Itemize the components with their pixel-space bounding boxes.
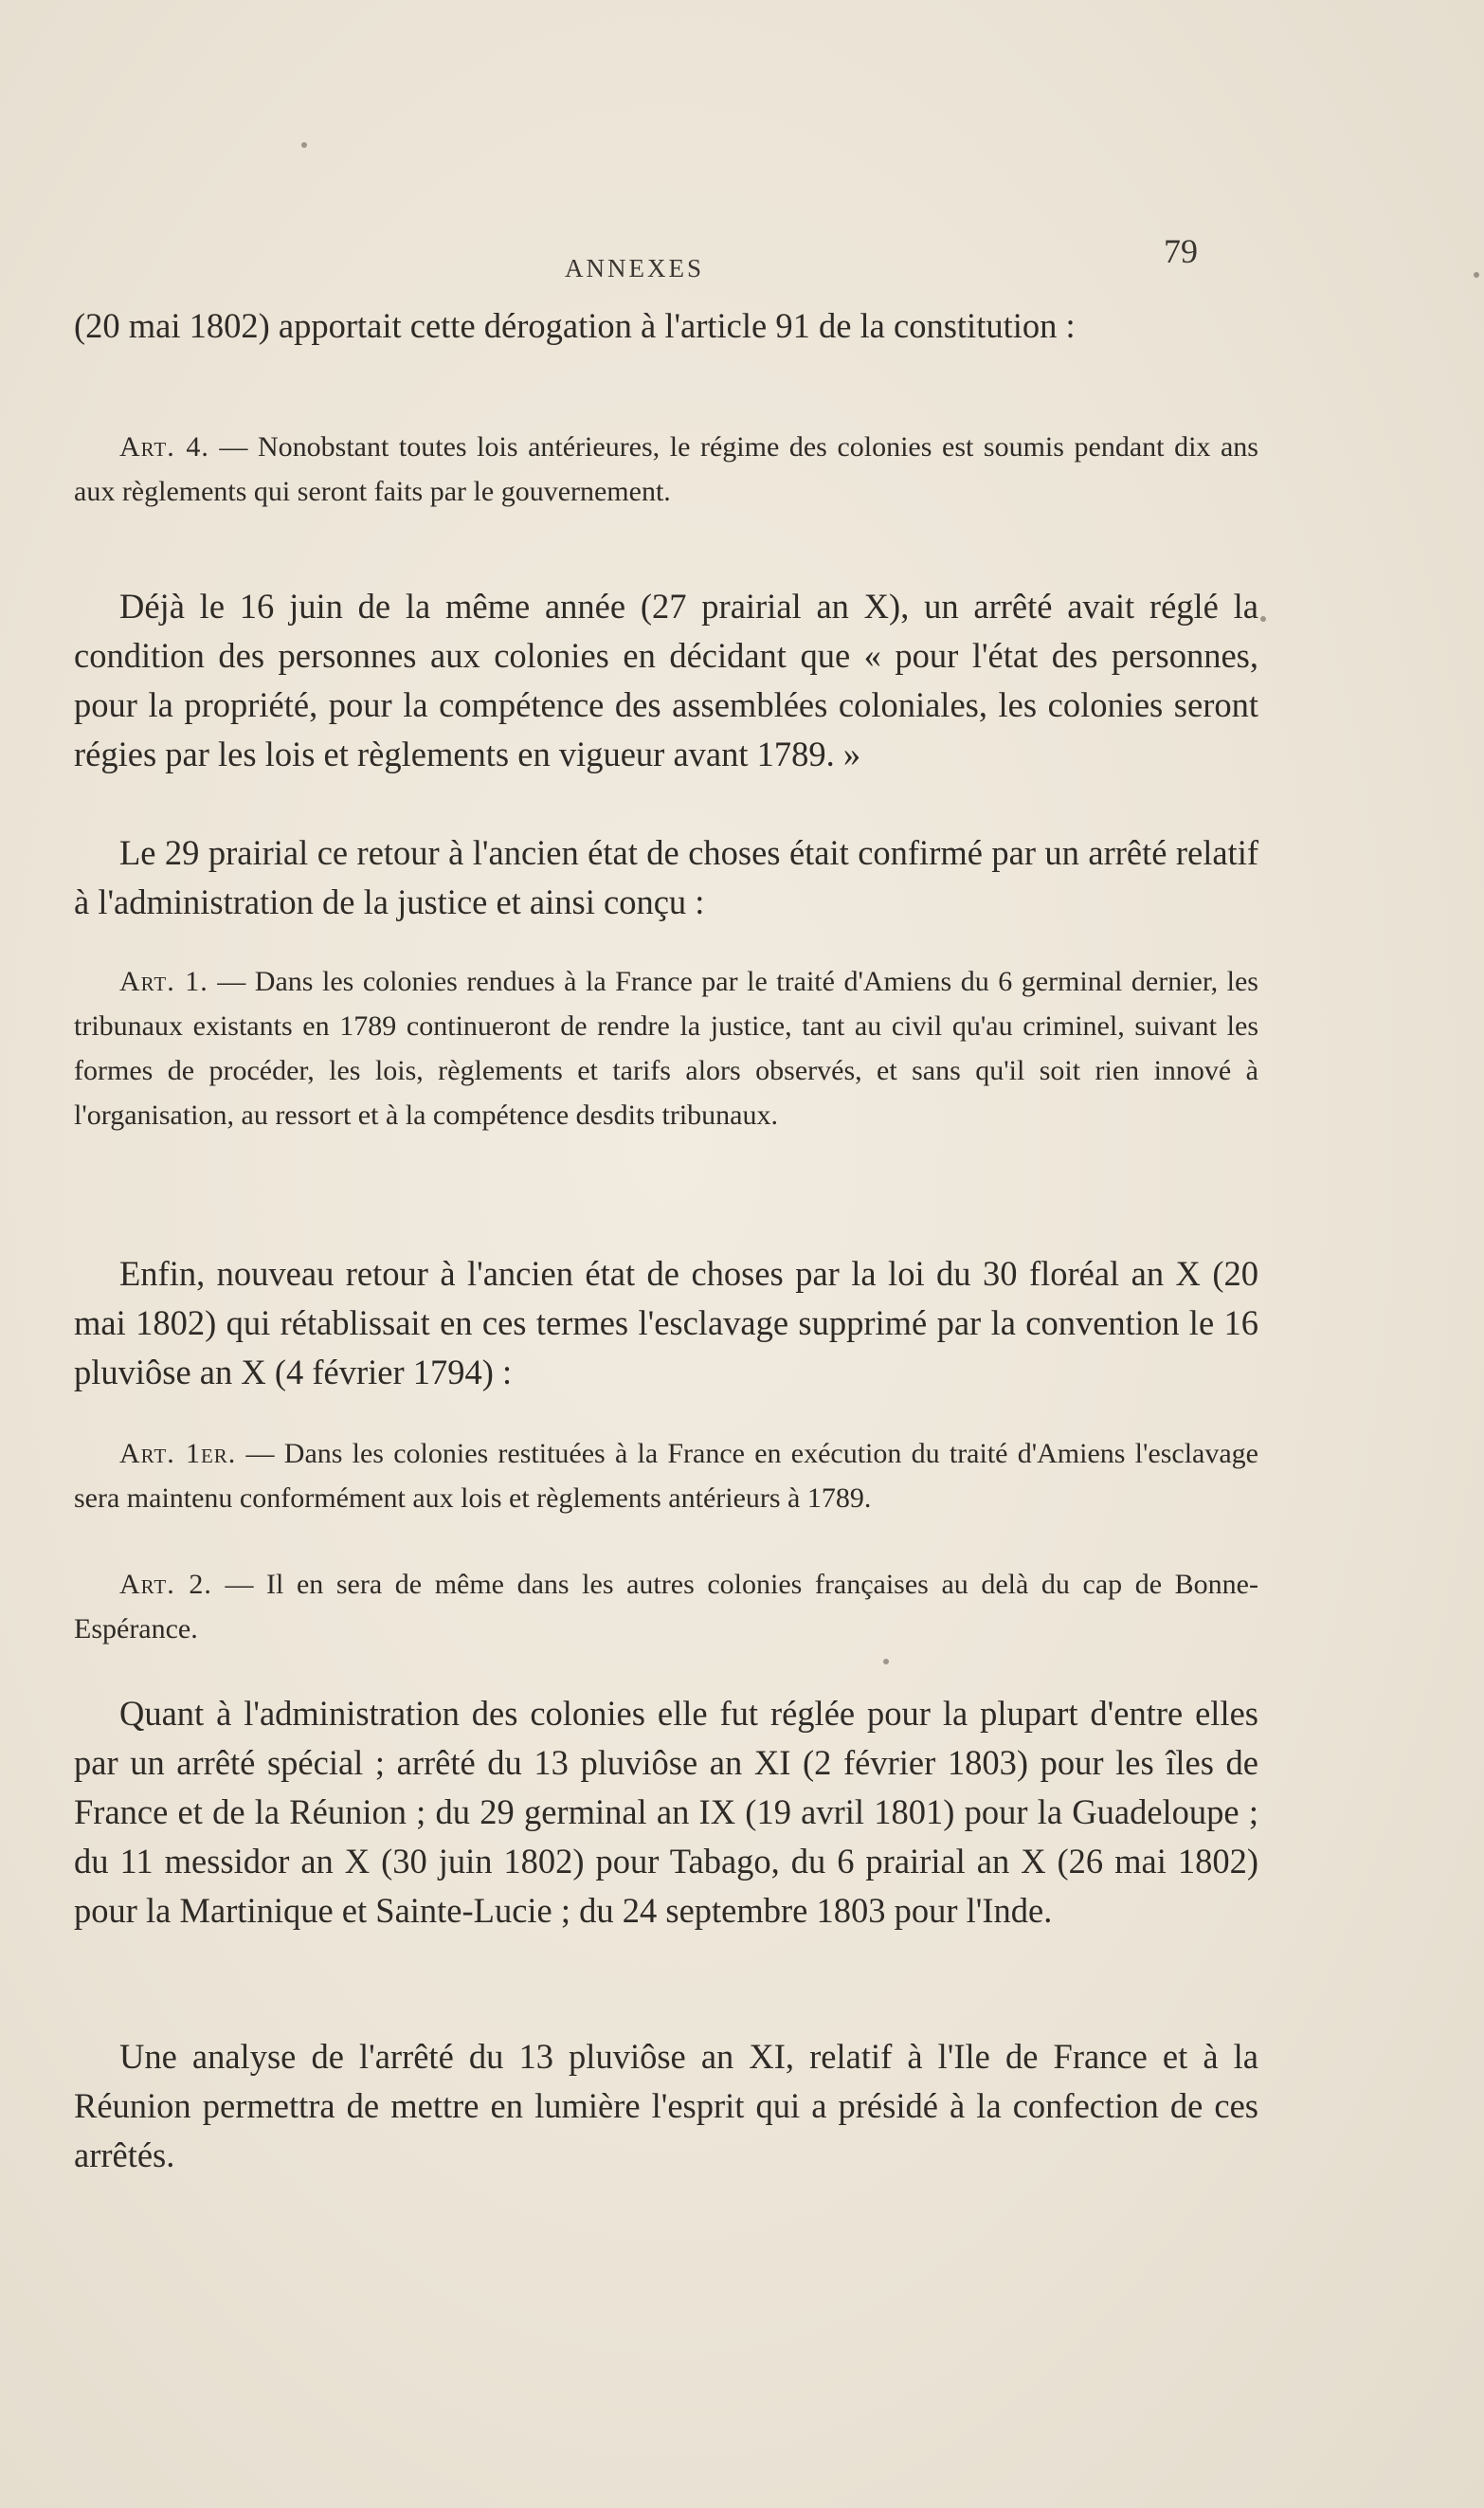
paper-speck <box>1260 616 1266 622</box>
paragraph-3: Le 29 prairial ce retour à l'ancien état de choses était confirmé par un arrêté relatif à l'administration de la justice et ainsi conçu : <box>74 833 1258 921</box>
quote-art-1 <box>74 959 1258 1137</box>
page-number: 79 <box>1164 232 1198 270</box>
quote-art-4 <box>74 425 1258 514</box>
quote-art-1-label: Art. 1. <box>119 966 208 997</box>
quote-art-2 <box>74 1562 1258 1651</box>
paragraph-2: Déjà le 16 juin de la même année (27 prairial an X), un arrêté avait réglé la condition des personnes aux colonies en décidant que « pour l'état des personnes, pour la propriété, pour la compétence des assemblées coloniales, les colonies seront régies par les lois et règlements en vigueur avant 1789. » <box>74 587 1258 773</box>
paragraph-1: (20 mai 1802) apportait cette dérogation à l'article 91 de la constitution : <box>74 306 1076 345</box>
quote-art-1er-label: Art. 1er. <box>119 1438 237 1469</box>
running-header: ANNEXES <box>565 254 704 282</box>
quote-art-1er <box>74 1431 1258 1520</box>
paper-speck <box>1474 272 1479 278</box>
quote-art-1-text: — Dans les colonies rendues à la France par le traité d'Amiens du 6 germinal dernier, les tribunaux existants en 1789 continueront de rendre la justice, tant au civil qu'au criminel, suivant les formes de procéder, les lois, règlements et tarifs alors observés, et sans qu'il soit rien innové à l'organisation, au ressort et à la compétence desdits tribunaux. <box>74 966 1258 1131</box>
paragraph-5: Quant à l'administration des colonies elle fut réglée pour la plupart d'entre elles par un arrêté spécial ; arrêté du 13 pluviôse an XI (2 février 1803) pour les îles de France et de la Réunion ; du 29 germinal an IX (19 avril 1801) pour la Guadeloupe ; du 11 messidor an X (30 juin 1802) pour Tabago, du 6 prairial an X (26 mai 1802) pour la Martinique et Sainte-Lucie ; du 24 septembre 1803 pour l'Inde. <box>74 1694 1258 1930</box>
quote-art-4-label: Art. 4. <box>119 431 209 463</box>
quote-art-2-text: — Il en sera de même dans les autres colonies françaises au delà du cap de Bonne-Espérance. <box>74 1569 1258 1645</box>
quote-art-1er-text: — Dans les colonies restituées à la France en exécution du traité d'Amiens l'esclavage sera maintenu conformément aux lois et règlements antérieurs à 1789. <box>74 1438 1258 1514</box>
paper-speck <box>301 142 307 148</box>
quote-art-4-text: — Nonobstant toutes lois antérieures, le régime des colonies est soumis pendant dix ans aux règlements qui seront faits par le gouvernement. <box>74 431 1258 507</box>
quote-art-2-label: Art. 2. <box>119 1569 212 1600</box>
paragraph-6: Une analyse de l'arrêté du 13 pluviôse an XI, relatif à l'Ile de France et à la Réunion permettra de mettre en lumière l'esprit qui a présidé à la confection de ces arrêtés. <box>74 2037 1258 2174</box>
paragraph-4: Enfin, nouveau retour à l'ancien état de choses par la loi du 30 floréal an X (20 mai 1802) qui rétablissait en ces termes l'esclavage supprimé par la convention le 16 pluviôse an X (4 février 1794) : <box>74 1254 1258 1391</box>
paper-speck <box>883 1659 889 1664</box>
